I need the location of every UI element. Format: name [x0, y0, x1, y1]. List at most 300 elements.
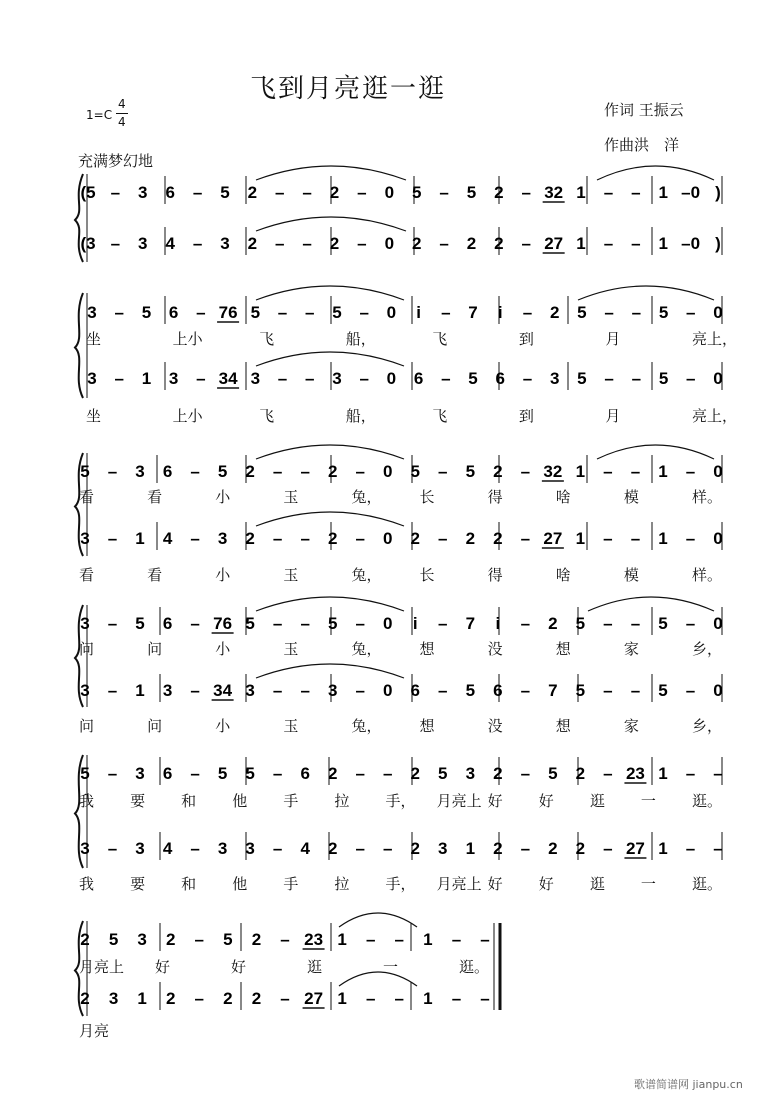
lyric-upper: 船，: [345, 330, 376, 348]
note-upper: 2: [245, 462, 255, 481]
note-upper: 0: [713, 462, 723, 481]
note-lower: –: [631, 234, 641, 253]
note-lower: (3: [80, 234, 96, 253]
lyric-lower: 看: [147, 566, 163, 584]
note-lower: –: [305, 369, 315, 388]
note-upper: –: [603, 764, 613, 783]
lyric-lower: 飞: [432, 407, 448, 425]
note-upper: –: [107, 462, 118, 481]
lyric-upper: 逛。: [459, 958, 490, 976]
note-lower: –: [355, 529, 365, 548]
note-lower: 5: [465, 681, 476, 700]
note-upper: 2: [548, 614, 558, 633]
note-upper: 2: [247, 183, 258, 202]
note-upper: 5: [217, 462, 228, 481]
lyric-upper: 拉: [334, 792, 350, 810]
note-lower: 7: [548, 681, 558, 700]
note-lower: 2: [223, 989, 233, 1008]
note-lower: 1: [423, 989, 433, 1008]
lyric-lower: 手: [283, 875, 299, 893]
note-lower: 0: [383, 681, 393, 700]
note-upper: –: [190, 462, 200, 481]
note-lower: 3: [80, 839, 90, 858]
note-lower: –: [359, 369, 369, 388]
lyric-upper: 小: [215, 488, 231, 506]
lyric-upper: 得: [487, 488, 503, 506]
note-lower: –: [272, 529, 283, 548]
note-upper: 2: [251, 930, 262, 949]
lyric-upper: 上小: [172, 330, 203, 348]
note-upper: 5: [80, 764, 90, 783]
note-upper: –: [713, 764, 723, 783]
note-upper: –: [441, 303, 451, 322]
lyric-upper: 兔，: [351, 640, 382, 658]
note-lower: –: [194, 989, 205, 1008]
note-upper: 2: [165, 930, 176, 949]
note-lower: –: [630, 681, 641, 700]
tie-arc: [339, 913, 417, 927]
note-lower: –: [603, 839, 613, 858]
lyric-upper: 和: [181, 792, 197, 810]
note-upper: –: [685, 614, 696, 633]
note-upper: –: [520, 764, 531, 783]
note-lower: –: [480, 989, 490, 1008]
note-upper: 0: [383, 614, 393, 633]
lyric-lower: 问: [147, 717, 163, 735]
lyric-lower: 兔，: [351, 566, 382, 584]
note-upper: –: [107, 614, 118, 633]
note-upper: –: [277, 303, 288, 322]
note-lower: 0: [713, 681, 723, 700]
lyric-upper: 玉: [283, 640, 299, 658]
lyric-upper: 长: [419, 488, 435, 506]
note-lower: 5: [468, 369, 478, 388]
tie-arc: [588, 597, 714, 611]
note-upper: 6: [168, 303, 179, 322]
tie-arc: [256, 445, 404, 459]
lyric-lower: 玉: [283, 566, 299, 584]
note-upper: –: [275, 183, 285, 202]
note-lower: –: [383, 839, 393, 858]
lyric-lower: 看: [79, 566, 95, 584]
note-upper: 2: [410, 764, 420, 783]
note-upper: –: [110, 183, 121, 202]
note-upper: 5: [250, 303, 261, 322]
note-lower: –: [196, 369, 206, 388]
note-upper: 5: [141, 303, 152, 322]
tie-arc: [256, 352, 404, 366]
note-upper: –: [438, 462, 448, 481]
note-lower: 1: [658, 234, 668, 253]
lyric-lower: 没: [487, 717, 503, 735]
note-upper: 1: [423, 930, 433, 949]
note-lower: 3: [245, 839, 255, 858]
lyric-upper: 兔，: [351, 488, 382, 506]
tie-arc: [578, 286, 714, 300]
note-upper: –: [686, 303, 696, 322]
note-upper: 1: [658, 764, 668, 783]
note-lower: –: [355, 681, 365, 700]
tie-arc: [339, 972, 417, 986]
note-lower: 3: [327, 681, 338, 700]
note-upper: –: [685, 764, 696, 783]
note-lower: 3: [108, 989, 119, 1008]
note-upper: 2: [493, 462, 503, 481]
note-upper: 5: [135, 614, 145, 633]
note-lower: 3: [87, 369, 97, 388]
lyric-lower: 长: [419, 566, 435, 584]
note-upper: –: [355, 462, 365, 481]
note-upper: 1: [576, 183, 586, 202]
lyric-lower: 兔，: [351, 717, 382, 735]
note-upper: –: [114, 303, 124, 322]
note-upper: ): [715, 183, 721, 202]
lyric-lower: 想: [555, 717, 571, 735]
note-lower: –: [604, 369, 614, 388]
note-upper: 5: [245, 764, 255, 783]
lyric-lower: 上小: [172, 407, 203, 425]
note-lower: –: [277, 369, 288, 388]
note-lower: 34: [218, 369, 238, 388]
note-lower: 1: [141, 369, 152, 388]
note-lower: 2: [493, 529, 503, 548]
tie-arc: [256, 512, 404, 526]
note-upper: 2: [494, 183, 504, 202]
note-upper: 5: [410, 462, 420, 481]
key-signature: 1=C: [86, 108, 113, 122]
expression-marking: 充满梦幻地: [78, 152, 154, 170]
note-upper: 5: [577, 303, 587, 322]
lyric-upper: 逛。: [692, 792, 723, 810]
note-upper: –: [272, 614, 283, 633]
note-upper: –: [305, 303, 315, 322]
lyric-lower: 逛: [589, 875, 605, 893]
note-lower: 3: [162, 681, 173, 700]
note-lower: 2: [493, 839, 503, 858]
note-upper: 2: [80, 930, 90, 949]
note-lower: 2: [251, 989, 262, 1008]
lyric-upper: 问: [147, 640, 163, 658]
note-lower: –: [107, 681, 118, 700]
note-upper: –: [194, 930, 205, 949]
note-upper: –: [521, 183, 531, 202]
note-lower: 2: [494, 234, 504, 253]
tie-arc: [256, 597, 404, 611]
note-upper: 2: [493, 764, 503, 783]
lyric-lower: 要: [130, 875, 146, 893]
note-lower: –: [300, 529, 310, 548]
lyric-lower: 想: [419, 717, 435, 735]
note-lower: –: [603, 529, 613, 548]
note-upper: 3: [135, 764, 145, 783]
note-upper: 3: [135, 462, 145, 481]
note-lower: 6: [493, 681, 503, 700]
note-upper: –: [357, 183, 367, 202]
song-title: 飞到月亮逛一逛: [250, 74, 447, 104]
note-lower: 27: [544, 234, 564, 253]
composer: 作曲洪 洋: [604, 136, 680, 154]
note-lower: –: [355, 839, 365, 858]
lyric-lower: 得: [487, 566, 503, 584]
note-lower: 3: [135, 839, 145, 858]
note-lower: –: [603, 234, 614, 253]
note-lower: –: [357, 234, 367, 253]
note-lower: –0: [681, 234, 701, 253]
note-lower: 1: [137, 989, 147, 1008]
lyric-upper: 月亮上: [436, 792, 482, 810]
note-lower: –: [280, 989, 290, 1008]
note-lower: –: [439, 234, 449, 253]
lyric-lower: 样。: [692, 566, 723, 584]
note-upper: –: [280, 930, 290, 949]
note-lower: 0: [713, 369, 723, 388]
note-lower: –: [438, 529, 448, 548]
lyric-lower: 好: [487, 875, 503, 893]
note-lower: –: [451, 989, 462, 1008]
note-lower: –: [190, 529, 200, 548]
lyric-upper: 我: [79, 792, 95, 810]
lyric-lower: 手，: [385, 875, 416, 893]
note-lower: 2: [245, 529, 255, 548]
lyric-lower: 逛。: [692, 875, 723, 893]
lyric-lower: 船，: [345, 407, 376, 425]
note-upper: 0: [383, 462, 393, 481]
note-lower: 1: [575, 529, 586, 548]
note-upper: 2: [549, 303, 560, 322]
lyric-lower: 飞: [259, 407, 275, 425]
note-lower: 2: [548, 839, 558, 858]
note-upper: 3: [87, 303, 97, 322]
note-upper: –: [359, 303, 369, 322]
note-upper: 5: [466, 183, 477, 202]
note-lower: 5: [575, 681, 586, 700]
note-upper: –: [520, 614, 531, 633]
note-upper: 5: [465, 462, 476, 481]
note-lower: –: [275, 234, 285, 253]
note-upper: –: [480, 930, 490, 949]
note-upper: 7: [468, 303, 478, 322]
note-upper: –: [355, 764, 365, 783]
note-lower: –: [107, 839, 118, 858]
note-upper: 5: [245, 614, 255, 633]
note-upper: –: [604, 303, 614, 322]
note-upper: –: [107, 764, 118, 783]
note-upper: –: [630, 462, 641, 481]
note-upper: 5: [220, 183, 230, 202]
note-upper: –: [190, 764, 200, 783]
note-upper: –: [522, 303, 533, 322]
note-lower: 0: [386, 369, 397, 388]
note-lower: –: [190, 681, 200, 700]
note-upper: 1: [658, 462, 668, 481]
note-lower: –: [685, 529, 696, 548]
note-lower: 2: [410, 529, 420, 548]
lyric-upper: 坐: [86, 330, 102, 348]
note-upper: 6: [162, 614, 173, 633]
note-lower: 27: [625, 839, 645, 858]
note-upper: –: [272, 764, 283, 783]
lyric-lower: 和: [181, 875, 197, 893]
lyric-upper: 手: [283, 792, 299, 810]
note-lower: 3: [217, 839, 228, 858]
note-upper: i: [495, 614, 501, 633]
lyric-upper: 乡，: [692, 640, 723, 658]
note-upper: 32: [544, 183, 564, 202]
lyric-upper: 他: [232, 792, 248, 810]
note-upper: 6: [162, 462, 173, 481]
note-upper: 3: [465, 764, 476, 783]
note-upper: 0: [386, 303, 397, 322]
note-upper: –: [631, 183, 641, 202]
note-lower: 2: [411, 234, 422, 253]
note-upper: –: [520, 462, 531, 481]
time-signature-bottom: 4: [118, 115, 126, 129]
note-lower: 3: [80, 529, 90, 548]
note-lower: 2: [165, 989, 176, 1008]
lyric-lower: 我: [79, 875, 95, 893]
note-upper: –: [438, 614, 448, 633]
note-upper: 5: [438, 764, 448, 783]
note-upper: –: [685, 462, 696, 481]
note-lower: –: [522, 369, 533, 388]
note-lower: 27: [543, 529, 563, 548]
lyric-upper: 亮上，: [692, 330, 738, 348]
lyric-lower: 模: [623, 566, 639, 584]
note-lower: –: [631, 369, 642, 388]
note-upper: –: [383, 764, 393, 783]
note-upper: 0: [713, 614, 723, 633]
note-upper: 5: [80, 462, 90, 481]
lyric-upper: 没: [487, 640, 503, 658]
lyric-upper: 家: [623, 640, 639, 658]
note-lower: 1: [135, 681, 145, 700]
note-lower: 1: [135, 529, 145, 548]
note-upper: 6: [165, 183, 175, 202]
note-lower: 34: [213, 681, 233, 700]
tie-arc: [256, 664, 404, 678]
note-upper: –: [190, 614, 200, 633]
lyric-upper: 好: [231, 958, 247, 976]
note-lower: 2: [327, 839, 338, 858]
lyric-upper: 好: [538, 792, 554, 810]
lyric-lower: 一: [640, 875, 656, 893]
note-lower: 0: [383, 529, 393, 548]
note-lower: –: [300, 681, 310, 700]
lyric-upper: 样。: [692, 488, 723, 506]
lyric-lower: 到: [518, 407, 534, 425]
note-lower: 3: [245, 681, 255, 700]
note-upper: 5: [658, 303, 669, 322]
lyric-upper: 小: [215, 640, 231, 658]
note-lower: 6: [410, 681, 420, 700]
tie-arc: [597, 166, 714, 180]
note-lower: –: [520, 681, 531, 700]
note-lower: 4: [300, 839, 310, 858]
note-upper: 5: [332, 303, 342, 322]
note-lower: –: [603, 681, 613, 700]
note-upper: –: [300, 462, 310, 481]
note-lower: 0: [713, 529, 723, 548]
lyric-upper: 到: [518, 330, 534, 348]
lyric-upper: 飞: [432, 330, 448, 348]
note-lower: 2: [329, 234, 340, 253]
lyric-lower: 月亮: [79, 1022, 110, 1040]
note-lower: –: [438, 681, 448, 700]
note-lower: 2: [466, 234, 477, 253]
note-lower: –: [713, 839, 723, 858]
note-upper: –: [451, 930, 462, 949]
note-lower: 2: [410, 839, 420, 858]
lyric-upper: 逛: [589, 792, 605, 810]
note-upper: 3: [137, 930, 147, 949]
note-upper: 76: [213, 614, 233, 633]
lyric-lower: 拉: [334, 875, 350, 893]
note-lower: 0: [384, 234, 395, 253]
lyric-upper: 看: [147, 488, 163, 506]
note-lower: 1: [576, 234, 586, 253]
note-lower: 2: [80, 989, 90, 1008]
lyric-lower: 玉: [283, 717, 299, 735]
note-lower: 3: [250, 369, 261, 388]
lyricist: 作词 王振云: [604, 101, 684, 119]
note-lower: –: [520, 839, 531, 858]
lyric-upper: 飞: [259, 330, 275, 348]
lyric-upper: 月: [605, 330, 621, 348]
note-lower: –: [394, 989, 405, 1008]
note-upper: 2: [329, 183, 340, 202]
note-lower: 1: [337, 989, 347, 1008]
note-upper: 1: [658, 183, 668, 202]
lyric-lower: 他: [232, 875, 248, 893]
note-lower: –: [441, 369, 451, 388]
lyric-upper: 啥: [555, 488, 571, 506]
note-lower: 3: [168, 369, 179, 388]
lyric-upper: 玉: [283, 488, 299, 506]
note-upper: –: [300, 614, 310, 633]
note-upper: –: [302, 183, 312, 202]
note-upper: 2: [327, 764, 338, 783]
lyric-upper: 手，: [385, 792, 416, 810]
note-upper: 5: [548, 764, 558, 783]
note-upper: i: [416, 303, 421, 322]
note-lower: 4: [162, 839, 173, 858]
note-upper: 6: [162, 764, 173, 783]
note-upper: 5: [217, 764, 228, 783]
system-brace: [75, 293, 83, 398]
watermark: 歌谱简谱网 jianpu.cn: [634, 1078, 743, 1091]
lyric-upper: 好: [487, 792, 503, 810]
note-upper: –: [603, 183, 614, 202]
note-upper: 2: [327, 462, 338, 481]
lyric-lower: 好: [538, 875, 554, 893]
note-upper: 3: [138, 183, 148, 202]
note-upper: 7: [465, 614, 476, 633]
note-lower: 1: [658, 839, 668, 858]
note-lower: 6: [495, 369, 505, 388]
note-lower: 1: [465, 839, 476, 858]
note-upper: 5: [108, 930, 119, 949]
note-upper: 3: [80, 614, 90, 633]
lyric-upper: 模: [623, 488, 639, 506]
note-lower: ): [715, 234, 721, 253]
lyric-lower: 亮上，: [692, 407, 738, 425]
note-lower: 2: [327, 529, 338, 548]
note-lower: –: [520, 529, 531, 548]
note-upper: –: [630, 614, 641, 633]
note-upper: i: [497, 303, 503, 322]
lyric-lower: 小: [215, 717, 231, 735]
note-lower: 2: [465, 529, 476, 548]
